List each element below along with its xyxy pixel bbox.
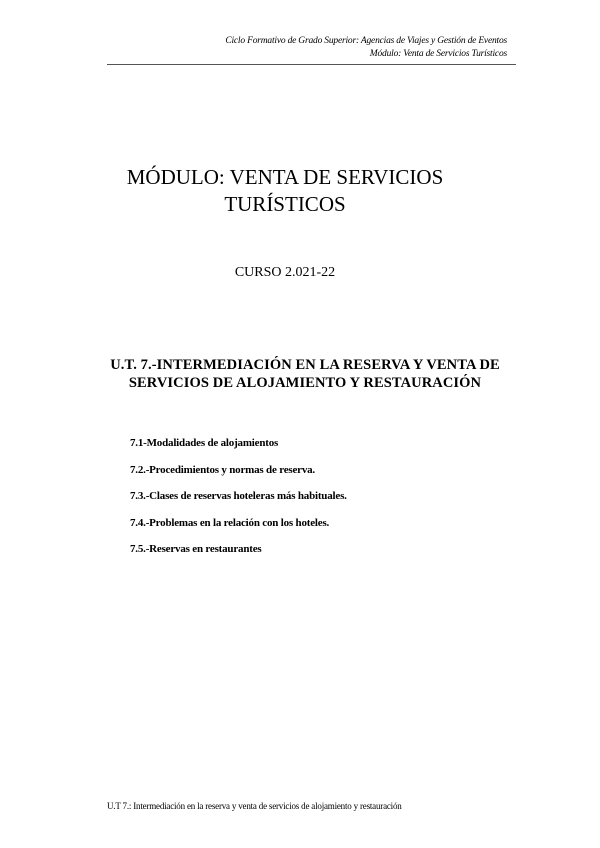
header-divider — [107, 64, 516, 65]
module-title-line-1: MÓDULO: VENTA DE SERVICIOS — [126, 165, 444, 189]
topic-list — [130, 436, 347, 569]
topic-item: 7.3.-Clases de reservas hoteleras más habituales. — [130, 490, 347, 502]
unit-title — [60, 356, 550, 392]
header-module-line: Módulo: Venta de Servicios Turísticos — [369, 49, 507, 59]
page-header — [225, 35, 507, 61]
unit-title-line-1: U.T. 7.-INTERMEDIACIÓN EN LA RESERVA Y VENTA DE — [110, 357, 500, 373]
module-title-line-2: TURÍSTICOS — [224, 192, 346, 216]
header-cycle-line: Ciclo Formativo de Grado Superior: Agencias de Viajes y Gestión de Eventos — [225, 36, 507, 46]
topic-item: 7.5.-Reservas en restaurantes — [130, 543, 262, 555]
module-title — [60, 164, 510, 218]
page-footer: U.T 7.: Intermediación en la reserva y venta de servicios de alojamiento y restauración — [107, 801, 402, 811]
topic-item: 7.2.-Procedimientos y normas de reserva. — [130, 463, 315, 476]
topic-item: 7.1-Modalidades de alojamientos — [130, 437, 279, 449]
course-year: CURSO 2.021-22 — [234, 265, 336, 280]
topic-item: 7.4.-Problemas en la relación con los hoteles. — [130, 516, 330, 529]
unit-title-line-2: SERVICIOS DE ALOJAMIENTO Y RESTAURACIÓN — [128, 375, 482, 391]
